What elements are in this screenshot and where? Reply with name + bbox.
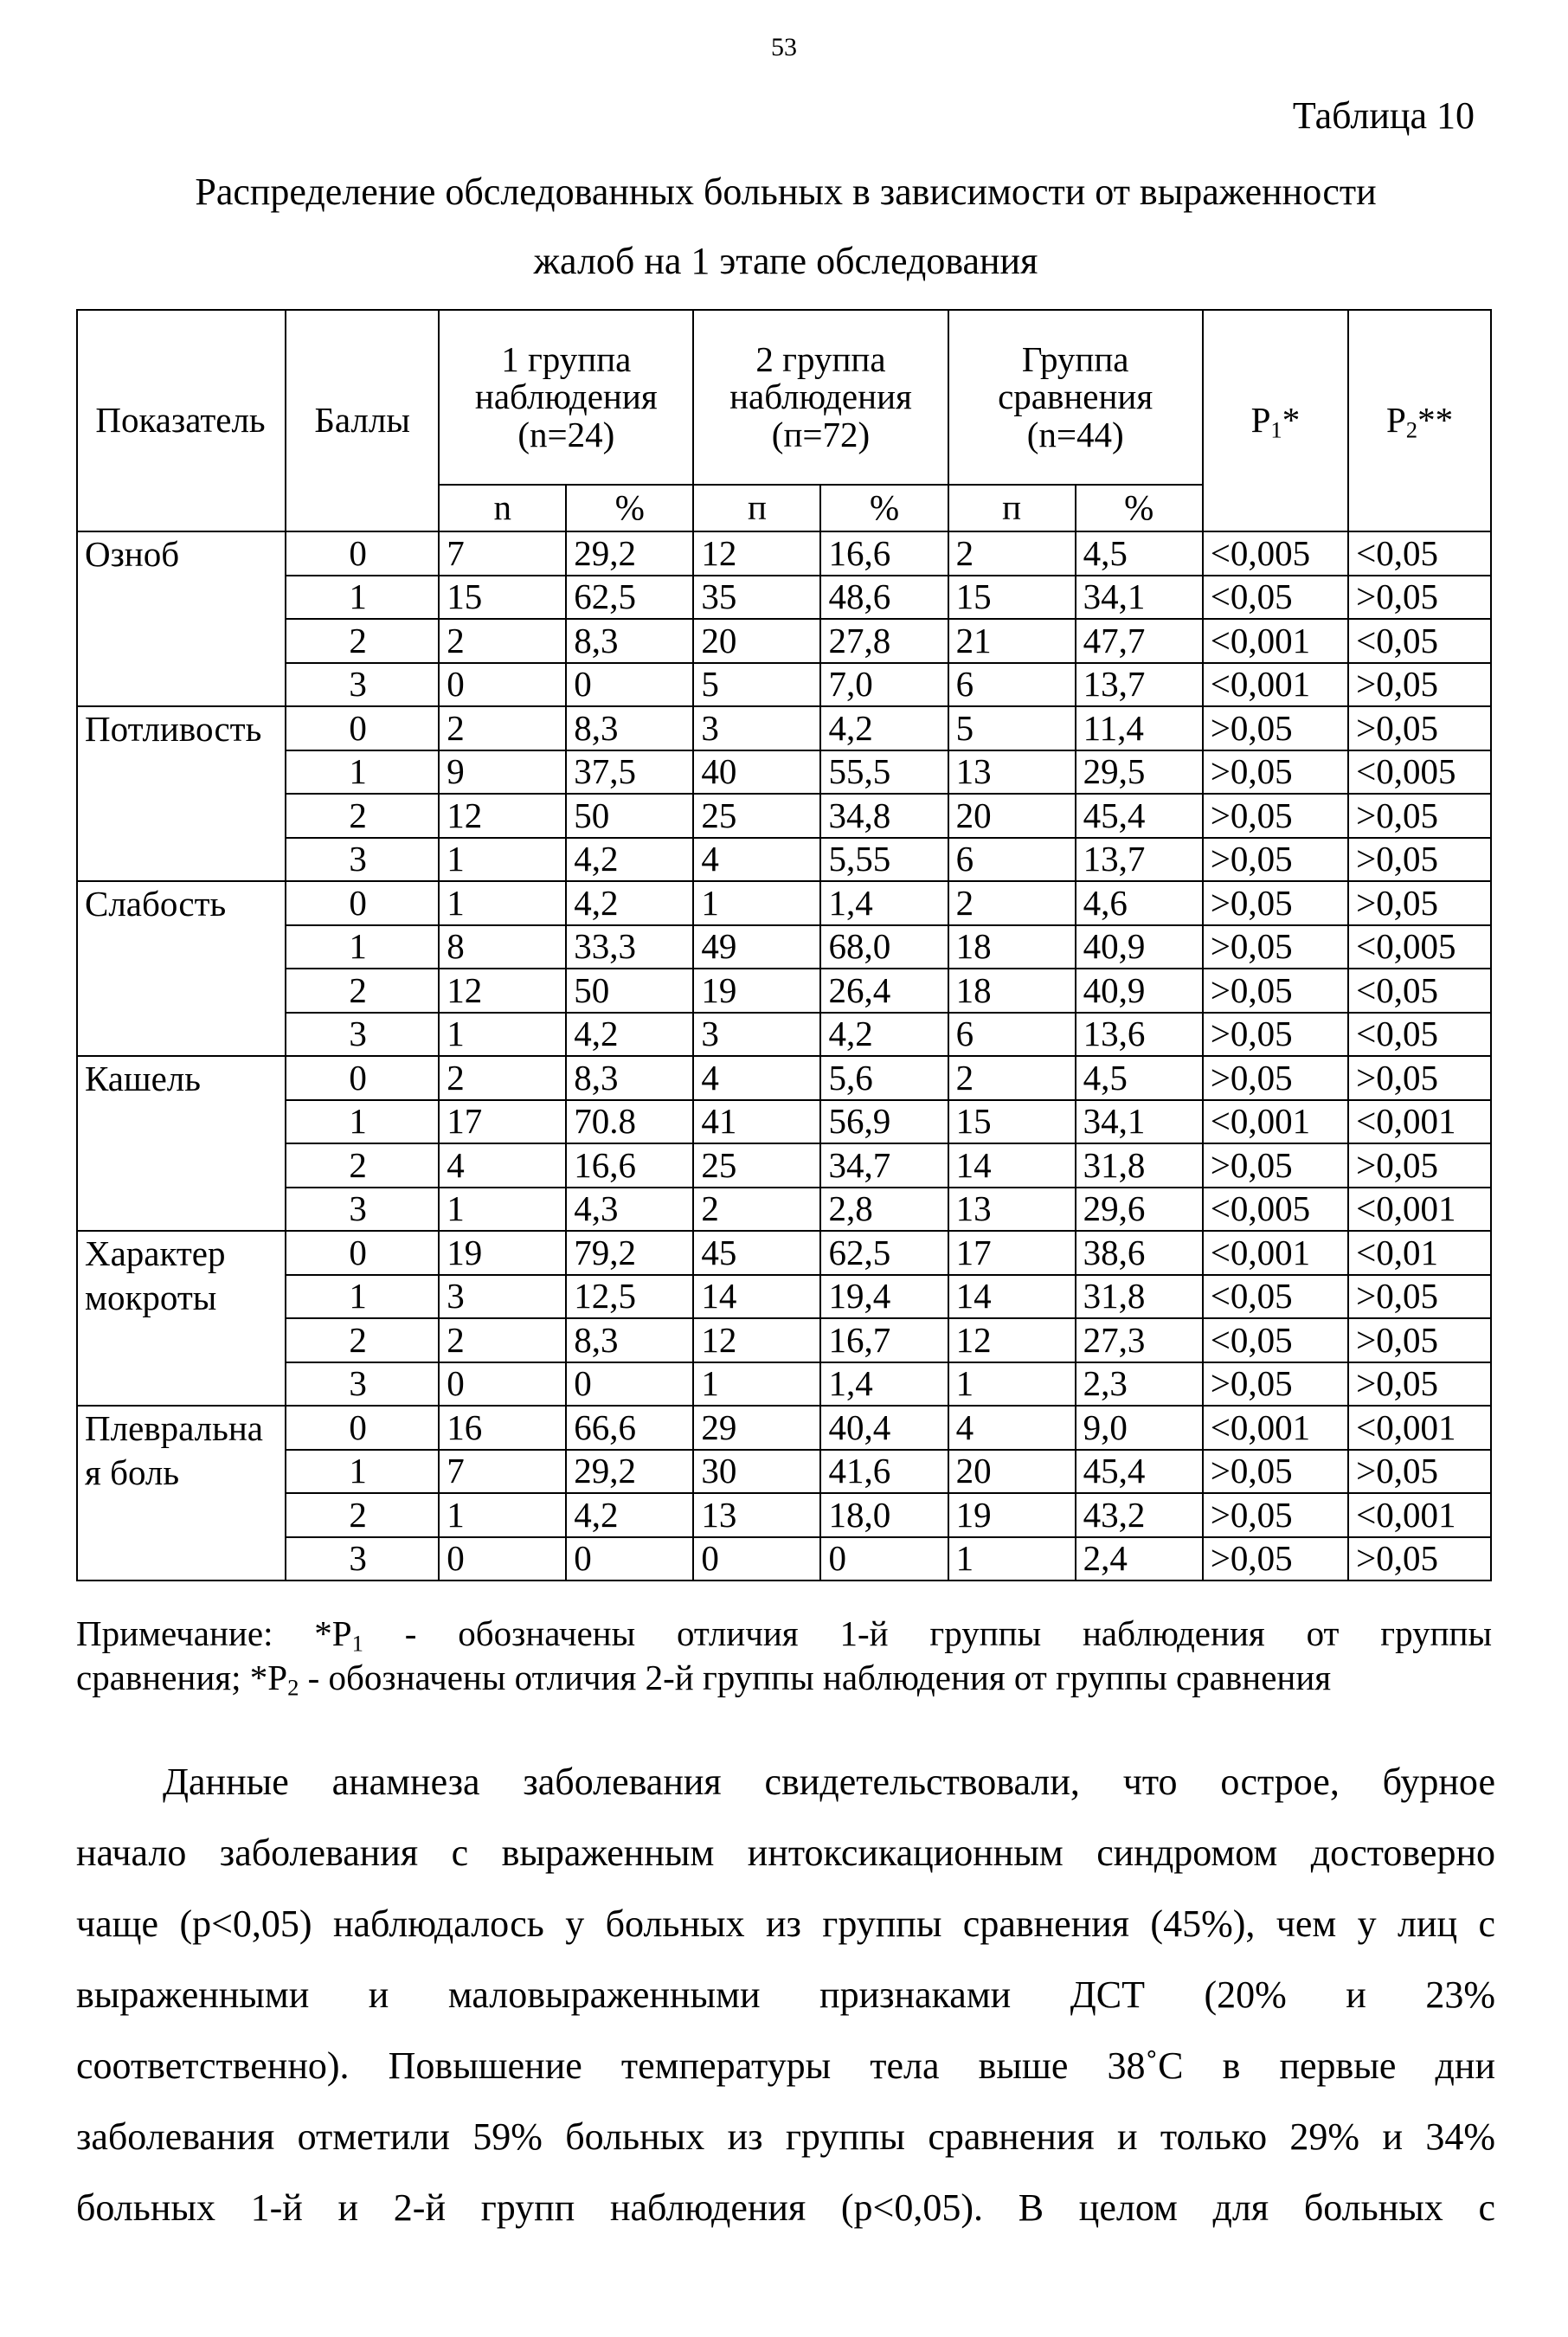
g2-pct-cell: 41,6 (820, 1450, 948, 1494)
g3-n-cell: 13 (948, 750, 1076, 795)
indicator-cell: Характер мокроты (77, 1231, 286, 1406)
subheader-percent: % (566, 485, 693, 531)
g1-n-cell: 2 (439, 1056, 566, 1100)
g2-pct-cell: 40,4 (820, 1406, 948, 1450)
p1-cell: >0,05 (1203, 1537, 1348, 1581)
g1-pct-cell: 12,5 (566, 1275, 693, 1319)
g3-pct-cell: 47,7 (1076, 619, 1203, 663)
g1-pct-cell: 29,2 (566, 1450, 693, 1494)
g2-pct-cell: 1,4 (820, 1362, 948, 1407)
g1-n-cell: 1 (439, 838, 566, 882)
g3-pct-cell: 9,0 (1076, 1406, 1203, 1450)
g2-pct-cell: 62,5 (820, 1231, 948, 1275)
p1-cell: <0,001 (1203, 1100, 1348, 1144)
g2-n-cell: 40 (693, 750, 820, 795)
g3-pct-cell: 29,6 (1076, 1188, 1203, 1232)
p1-cell: >0,05 (1203, 706, 1348, 750)
table-row (77, 1537, 1491, 1581)
g3-n-cell: 20 (948, 794, 1076, 838)
p2-cell: >0,05 (1348, 881, 1491, 925)
g1-n-cell: 15 (439, 576, 566, 620)
p1-cell: <0,05 (1203, 1318, 1348, 1362)
table-row (77, 706, 1491, 750)
p2-cell: >0,05 (1348, 1318, 1491, 1362)
page-number: 53 (771, 33, 797, 61)
header-indicator: Показатель (77, 310, 286, 531)
p2-cell: <0,001 (1348, 1188, 1491, 1232)
table-row (77, 663, 1491, 707)
g1-pct-cell: 66,6 (566, 1406, 693, 1450)
table-row (77, 750, 1491, 795)
p2-cell: >0,05 (1348, 1362, 1491, 1407)
g1-pct-cell: 8,3 (566, 619, 693, 663)
g3-pct-cell: 13,7 (1076, 663, 1203, 707)
g3-n-cell: 15 (948, 576, 1076, 620)
p2-cell: <0,005 (1348, 925, 1491, 969)
indicator-cell: Потливость (77, 706, 286, 881)
p1-cell: >0,05 (1203, 1450, 1348, 1494)
g2-pct-cell: 2,8 (820, 1188, 948, 1232)
g2-n-cell: 12 (693, 1318, 820, 1362)
p2-cell: >0,05 (1348, 1450, 1491, 1494)
score-cell: 0 (286, 1231, 439, 1275)
score-cell: 2 (286, 1143, 439, 1188)
subheader-n: п (948, 485, 1076, 531)
p2-cell: <0,05 (1348, 531, 1491, 576)
g1-n-cell: 12 (439, 794, 566, 838)
p2-cell: >0,05 (1348, 1056, 1491, 1100)
p2-cell: <0,001 (1348, 1406, 1491, 1450)
score-cell: 3 (286, 1537, 439, 1581)
table-row (77, 1231, 1491, 1275)
g2-pct-cell: 34,7 (820, 1143, 948, 1188)
g2-pct-cell: 4,2 (820, 1013, 948, 1057)
g2-n-cell: 1 (693, 1362, 820, 1407)
g2-n-cell: 30 (693, 1450, 820, 1494)
g3-pct-cell: 2,3 (1076, 1362, 1203, 1407)
p1-cell: <0,05 (1203, 576, 1348, 620)
g3-pct-cell: 31,8 (1076, 1143, 1203, 1188)
g2-n-cell: 19 (693, 969, 820, 1013)
subheader-n: n (439, 485, 566, 531)
body-paragraph (76, 1747, 1495, 2244)
score-cell: 3 (286, 1362, 439, 1407)
score-cell: 3 (286, 838, 439, 882)
g3-n-cell: 21 (948, 619, 1076, 663)
g1-pct-cell: 50 (566, 969, 693, 1013)
score-cell: 2 (286, 969, 439, 1013)
p2-cell: <0,001 (1348, 1493, 1491, 1537)
table-caption-line-1: Распределение обследованных больных в зависимости от выраженности (195, 171, 1377, 213)
g3-pct-cell: 29,5 (1076, 750, 1203, 795)
g1-n-cell: 1 (439, 881, 566, 925)
g2-n-cell: 12 (693, 531, 820, 576)
score-cell: 0 (286, 706, 439, 750)
table-row (77, 925, 1491, 969)
g3-n-cell: 2 (948, 881, 1076, 925)
g1-n-cell: 2 (439, 706, 566, 750)
table-row (77, 1275, 1491, 1319)
g3-pct-cell: 4,5 (1076, 531, 1203, 576)
table-row (77, 1450, 1491, 1494)
g3-pct-cell: 40,9 (1076, 969, 1203, 1013)
score-cell: 1 (286, 1275, 439, 1319)
p1-cell: <0,05 (1203, 1275, 1348, 1319)
score-cell: 1 (286, 925, 439, 969)
subheader-n: п (693, 485, 820, 531)
g3-n-cell: 2 (948, 1056, 1076, 1100)
p1-cell: >0,05 (1203, 1013, 1348, 1057)
header-p2: $P_2**$ (1348, 310, 1491, 531)
g2-pct-cell: 7,0 (820, 663, 948, 707)
g1-pct-cell: 8,3 (566, 706, 693, 750)
g1-n-cell: 2 (439, 619, 566, 663)
score-cell: 2 (286, 1318, 439, 1362)
g1-pct-cell: 0 (566, 1362, 693, 1407)
p1-cell: <0,001 (1203, 1406, 1348, 1450)
g2-n-cell: 3 (693, 706, 820, 750)
indicator-cell: Плевральна я боль (77, 1406, 286, 1581)
p2-cell: >0,05 (1348, 706, 1491, 750)
subheader-percent: % (820, 485, 948, 531)
g1-pct-cell: 0 (566, 663, 693, 707)
g3-n-cell: 14 (948, 1275, 1076, 1319)
g1-pct-cell: 4,2 (566, 1493, 693, 1537)
body-line: чаще (р<0,05) наблюдалось у больных из группы сравнения (45%), чем у лиц с (76, 1902, 1495, 1945)
p1-cell: >0,05 (1203, 1493, 1348, 1537)
g1-n-cell: 1 (439, 1493, 566, 1537)
table-row (77, 576, 1491, 620)
g1-n-cell: 19 (439, 1231, 566, 1275)
p2-cell: <0,005 (1348, 750, 1491, 795)
g2-n-cell: 14 (693, 1275, 820, 1319)
g1-pct-cell: 8,3 (566, 1318, 693, 1362)
g3-n-cell: 18 (948, 925, 1076, 969)
p2-cell: <0,001 (1348, 1100, 1491, 1144)
score-cell: 0 (286, 881, 439, 925)
g1-n-cell: 4 (439, 1143, 566, 1188)
g3-n-cell: 6 (948, 663, 1076, 707)
g3-pct-cell: 31,8 (1076, 1275, 1203, 1319)
p2-cell: >0,05 (1348, 1537, 1491, 1581)
table-caption-line-2: жалоб на 1 этапе обследования (533, 240, 1038, 282)
note-line-2: сравнения; $*P_2$ - обозначены отличия 2-й группы наблюдения от группы сравнения (76, 1658, 1332, 1701)
g2-n-cell: 29 (693, 1406, 820, 1450)
g3-pct-cell: 11,4 (1076, 706, 1203, 750)
g2-n-cell: 2 (693, 1188, 820, 1232)
score-cell: 1 (286, 750, 439, 795)
g1-pct-cell: 4,3 (566, 1188, 693, 1232)
g1-n-cell: 8 (439, 925, 566, 969)
g1-n-cell: 1 (439, 1188, 566, 1232)
body-line: начало заболевания с выраженным интоксикационным синдромом достоверно (76, 1832, 1495, 1874)
g2-pct-cell: 27,8 (820, 619, 948, 663)
p1-cell: >0,05 (1203, 1362, 1348, 1407)
g1-pct-cell: 37,5 (566, 750, 693, 795)
body-line: заболевания отметили 59% больных из группы сравнения и только 29% и 34% (76, 2115, 1495, 2158)
g2-n-cell: 49 (693, 925, 820, 969)
g2-pct-cell: 0 (820, 1537, 948, 1581)
p2-cell: <0,05 (1348, 969, 1491, 1013)
g3-n-cell: 20 (948, 1450, 1076, 1494)
g3-n-cell: 12 (948, 1318, 1076, 1362)
table-row (77, 794, 1491, 838)
g1-pct-cell: 79,2 (566, 1231, 693, 1275)
g2-pct-cell: 18,0 (820, 1493, 948, 1537)
g1-pct-cell: 29,2 (566, 531, 693, 576)
header-comparison-group: Группа сравнения (n=44) (948, 310, 1203, 485)
g1-n-cell: 17 (439, 1100, 566, 1144)
g3-pct-cell: 40,9 (1076, 925, 1203, 969)
body-line: Данные анамнеза заболевания свидетельствовали, что острое, бурное (163, 1761, 1495, 1803)
indicator-cell: Озноб (77, 531, 286, 706)
score-cell: 1 (286, 576, 439, 620)
score-cell: 0 (286, 531, 439, 576)
g1-pct-cell: 33,3 (566, 925, 693, 969)
score-cell: 1 (286, 1100, 439, 1144)
p2-cell: >0,05 (1348, 576, 1491, 620)
g2-n-cell: 3 (693, 1013, 820, 1057)
p1-cell: <0,001 (1203, 663, 1348, 707)
g1-n-cell: 0 (439, 1537, 566, 1581)
score-cell: 2 (286, 794, 439, 838)
p2-cell: >0,05 (1348, 838, 1491, 882)
body-line: выраженными и маловыраженными признаками ДСТ (20% и 23% (76, 1973, 1495, 2016)
table-row (77, 1143, 1491, 1188)
g3-n-cell: 14 (948, 1143, 1076, 1188)
g2-n-cell: 1 (693, 881, 820, 925)
g3-pct-cell: 2,4 (1076, 1537, 1203, 1581)
g1-n-cell: 1 (439, 1013, 566, 1057)
table-row (77, 881, 1491, 925)
g3-n-cell: 6 (948, 1013, 1076, 1057)
g1-pct-cell: 4,2 (566, 1013, 693, 1057)
table-row (77, 1493, 1491, 1537)
g3-pct-cell: 4,6 (1076, 881, 1203, 925)
p2-cell: >0,05 (1348, 1275, 1491, 1319)
g1-n-cell: 0 (439, 1362, 566, 1407)
g2-pct-cell: 19,4 (820, 1275, 948, 1319)
subheader-percent: % (1076, 485, 1203, 531)
p2-cell: <0,01 (1348, 1231, 1491, 1275)
g3-n-cell: 5 (948, 706, 1076, 750)
score-cell: 3 (286, 663, 439, 707)
p1-cell: <0,005 (1203, 531, 1348, 576)
g2-n-cell: 45 (693, 1231, 820, 1275)
table-row (77, 1013, 1491, 1057)
table-row (77, 838, 1491, 882)
g2-n-cell: 4 (693, 1056, 820, 1100)
g3-n-cell: 1 (948, 1537, 1076, 1581)
p1-cell: >0,05 (1203, 1143, 1348, 1188)
g1-pct-cell: 70.8 (566, 1100, 693, 1144)
score-cell: 0 (286, 1406, 439, 1450)
p1-cell: >0,05 (1203, 969, 1348, 1013)
g1-n-cell: 7 (439, 531, 566, 576)
g3-pct-cell: 45,4 (1076, 794, 1203, 838)
header-group-2: 2 группа наблюдения (п=72) (693, 310, 948, 485)
indicator-cell: Слабость (77, 881, 286, 1056)
g1-pct-cell: 50 (566, 794, 693, 838)
g1-pct-cell: 4,2 (566, 838, 693, 882)
g1-n-cell: 2 (439, 1318, 566, 1362)
g2-n-cell: 25 (693, 794, 820, 838)
table-row (77, 1406, 1491, 1450)
g3-n-cell: 4 (948, 1406, 1076, 1450)
p1-cell: <0,001 (1203, 619, 1348, 663)
g3-pct-cell: 43,2 (1076, 1493, 1203, 1537)
indicator-cell: Кашель (77, 1056, 286, 1231)
p1-cell: >0,05 (1203, 881, 1348, 925)
g1-pct-cell: 8,3 (566, 1056, 693, 1100)
table-label: Таблица 10 (1292, 94, 1475, 137)
table-note (76, 1612, 1492, 1701)
g3-n-cell: 1 (948, 1362, 1076, 1407)
g2-n-cell: 41 (693, 1100, 820, 1144)
g3-n-cell: 15 (948, 1100, 1076, 1144)
g2-n-cell: 20 (693, 619, 820, 663)
g1-n-cell: 7 (439, 1450, 566, 1494)
g1-n-cell: 3 (439, 1275, 566, 1319)
g1-n-cell: 12 (439, 969, 566, 1013)
g2-n-cell: 35 (693, 576, 820, 620)
g2-pct-cell: 4,2 (820, 706, 948, 750)
g3-n-cell: 13 (948, 1188, 1076, 1232)
g2-pct-cell: 34,8 (820, 794, 948, 838)
score-cell: 3 (286, 1013, 439, 1057)
g3-n-cell: 17 (948, 1231, 1076, 1275)
g3-n-cell: 6 (948, 838, 1076, 882)
g2-pct-cell: 48,6 (820, 576, 948, 620)
g3-pct-cell: 34,1 (1076, 1100, 1203, 1144)
g2-pct-cell: 5,55 (820, 838, 948, 882)
g1-pct-cell: 16,6 (566, 1143, 693, 1188)
g3-pct-cell: 27,3 (1076, 1318, 1203, 1362)
g2-n-cell: 13 (693, 1493, 820, 1537)
header-score: Баллы (286, 310, 439, 531)
g1-n-cell: 9 (439, 750, 566, 795)
g1-pct-cell: 4,2 (566, 881, 693, 925)
g3-n-cell: 19 (948, 1493, 1076, 1537)
g2-pct-cell: 26,4 (820, 969, 948, 1013)
g2-n-cell: 4 (693, 838, 820, 882)
note-line-1: Примечание: $*P_1$ - обозначены отличия 1-й группы наблюдения от группы (76, 1613, 1493, 1657)
p1-cell: >0,05 (1203, 750, 1348, 795)
table-row (77, 531, 1491, 576)
table-body (77, 531, 1491, 1581)
score-cell: 2 (286, 619, 439, 663)
g3-pct-cell: 13,6 (1076, 1013, 1203, 1057)
g3-n-cell: 18 (948, 969, 1076, 1013)
g1-n-cell: 16 (439, 1406, 566, 1450)
g1-pct-cell: 0 (566, 1537, 693, 1581)
g3-pct-cell: 45,4 (1076, 1450, 1203, 1494)
g3-pct-cell: 38,6 (1076, 1231, 1203, 1275)
g2-pct-cell: 16,6 (820, 531, 948, 576)
score-cell: 0 (286, 1056, 439, 1100)
p1-cell: <0,001 (1203, 1231, 1348, 1275)
table-row (77, 619, 1491, 663)
header-group-1: 1 группа наблюдения (n=24) (439, 310, 693, 485)
g2-pct-cell: 68,0 (820, 925, 948, 969)
g2-pct-cell: 16,7 (820, 1318, 948, 1362)
p1-cell: >0,05 (1203, 1056, 1348, 1100)
table-row (77, 969, 1491, 1013)
g3-pct-cell: 4,5 (1076, 1056, 1203, 1100)
g2-pct-cell: 1,4 (820, 881, 948, 925)
complaints-table (76, 309, 1492, 1581)
g2-pct-cell: 55,5 (820, 750, 948, 795)
table-row (77, 1056, 1491, 1100)
g2-n-cell: 0 (693, 1537, 820, 1581)
p1-cell: >0,05 (1203, 925, 1348, 969)
p2-cell: >0,05 (1348, 794, 1491, 838)
g3-pct-cell: 13,7 (1076, 838, 1203, 882)
table-row (77, 1362, 1491, 1407)
g3-pct-cell: 34,1 (1076, 576, 1203, 620)
p1-cell: <0,005 (1203, 1188, 1348, 1232)
table-row (77, 1318, 1491, 1362)
score-cell: 1 (286, 1450, 439, 1494)
g1-pct-cell: 62,5 (566, 576, 693, 620)
header-p1: $P_1*$ (1203, 310, 1348, 531)
p2-cell: >0,05 (1348, 1143, 1491, 1188)
g1-n-cell: 0 (439, 663, 566, 707)
p2-cell: >0,05 (1348, 663, 1491, 707)
body-line: соответственно). Повышение температуры тела выше 38˚С в первые дни (76, 2044, 1495, 2087)
g2-pct-cell: 5,6 (820, 1056, 948, 1100)
table-row (77, 1100, 1491, 1144)
p1-cell: >0,05 (1203, 838, 1348, 882)
score-cell: 2 (286, 1493, 439, 1537)
g2-n-cell: 25 (693, 1143, 820, 1188)
g2-n-cell: 5 (693, 663, 820, 707)
score-cell: 3 (286, 1188, 439, 1232)
table-row (77, 1188, 1491, 1232)
g3-n-cell: 2 (948, 531, 1076, 576)
body-line: больных 1-й и 2-й групп наблюдения (р<0,05). В целом для больных с (76, 2186, 1495, 2229)
g2-pct-cell: 56,9 (820, 1100, 948, 1144)
p1-cell: >0,05 (1203, 794, 1348, 838)
p2-cell: <0,05 (1348, 619, 1491, 663)
p2-cell: <0,05 (1348, 1013, 1491, 1057)
